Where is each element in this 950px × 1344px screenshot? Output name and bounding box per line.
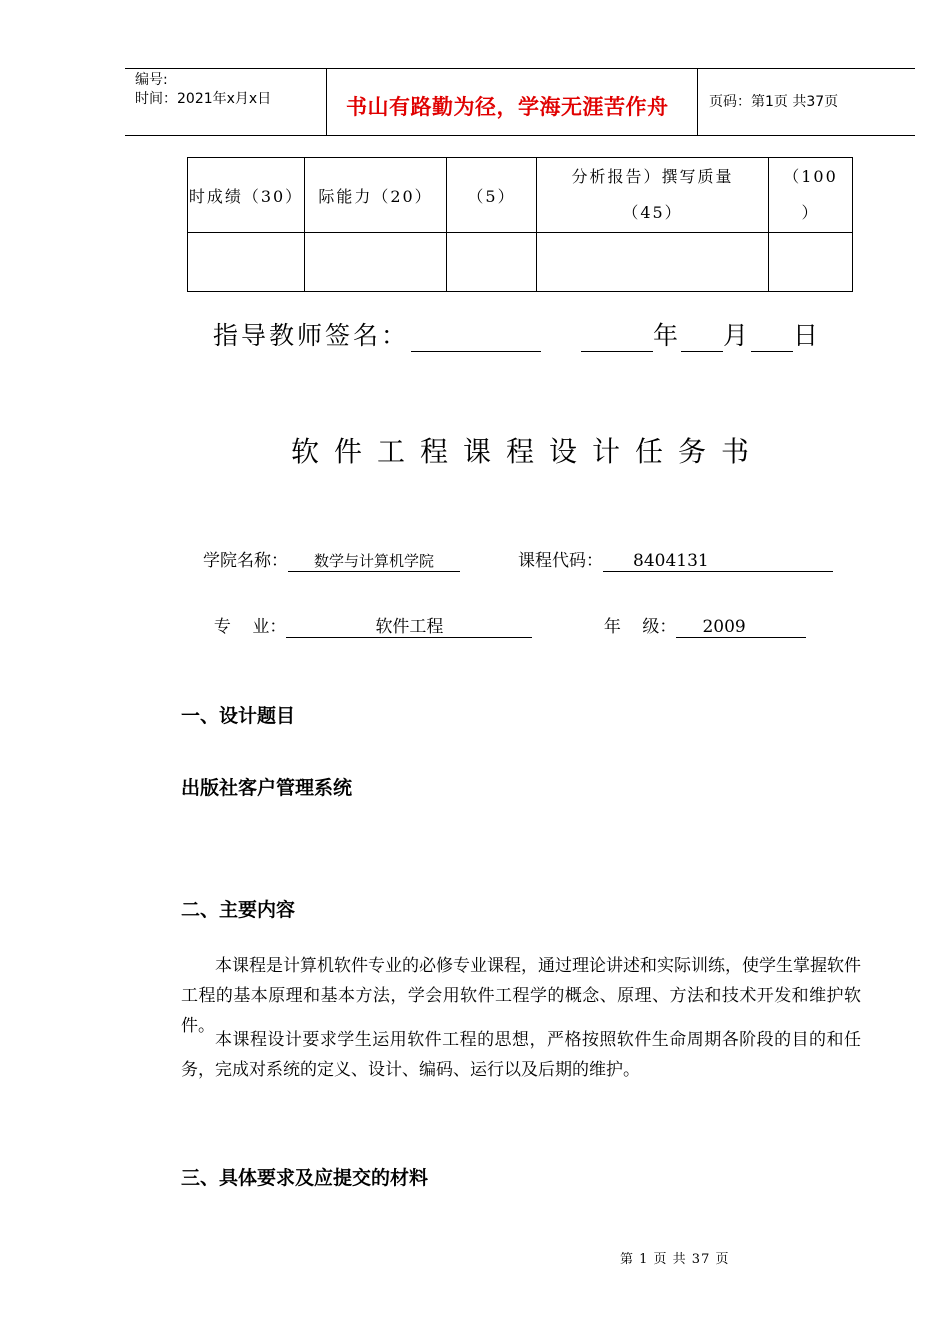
score-table: [187, 157, 853, 292]
grade-label: 年 级：: [603, 617, 677, 637]
year-label: 年: [653, 321, 682, 350]
table-cell: [537, 158, 769, 233]
table-header-cell: ）: [801, 203, 820, 222]
table-cell: [305, 158, 447, 233]
section-2-heading: 二、主要内容: [181, 899, 296, 921]
table-header-cell: （45）: [622, 203, 683, 222]
table-cell: [188, 158, 305, 233]
header-motto: 书山有路勤为径，学海无涯苦作舟: [346, 95, 669, 119]
header-page-info: 页码：第1页 共37页: [709, 94, 839, 110]
header-number-label: 编号:: [135, 72, 168, 88]
month-label: 月: [723, 321, 752, 350]
section-2-paragraph-2: 本课程设计要求学生运用软件工程的思想，严格按照软件生命周期各阶段的目的和任务，完成对系统的定义、设计、编码、运行以及后期的维护。: [181, 1030, 861, 1080]
document-title: 软件工程课程设计任务书: [291, 435, 765, 468]
header-divider-right: [697, 68, 698, 136]
section-1-heading: 一、设计题目: [181, 705, 296, 727]
day-blank[interactable]: [751, 327, 793, 352]
table-cell[interactable]: [305, 233, 447, 292]
course-code-row: [518, 546, 833, 572]
header-top-rule: [125, 68, 915, 69]
table-header-cell: 分析报告）撰写质量: [571, 167, 734, 186]
signature-blank[interactable]: [411, 327, 541, 352]
table-header-cell: （100: [783, 167, 838, 186]
signature-label: 指导教师签名：: [213, 321, 410, 350]
table-row: [188, 233, 853, 292]
table-cell[interactable]: [537, 233, 769, 292]
section-1-body: 出版社客户管理系统: [181, 777, 353, 799]
table-cell[interactable]: [188, 233, 305, 292]
header-bottom-rule: [125, 135, 915, 136]
major-label: 专 业：: [213, 617, 287, 637]
table-header-cell: 时成绩（30）: [188, 186, 304, 206]
grade-row: [593, 592, 806, 638]
header-time-label: 时间：2021年x月x日: [135, 91, 272, 107]
table-cell: [769, 158, 853, 233]
grade-value: 2009: [676, 617, 806, 638]
day-label: 日: [793, 321, 822, 350]
college-value: 数学与计算机学院: [288, 550, 460, 572]
year-blank[interactable]: [581, 327, 653, 352]
page-footer: 第 1 页 共 37 页: [620, 1252, 730, 1267]
college-label: 学院名称：: [203, 551, 288, 571]
header-divider-left: [326, 68, 327, 136]
course-code-value: 8404131: [603, 551, 833, 572]
section-3-heading: 三、具体要求及应提交的材料: [181, 1167, 429, 1189]
table-row: [188, 158, 853, 233]
major-row: [203, 592, 532, 638]
table-cell[interactable]: [769, 233, 853, 292]
table-header-cell: （5）: [467, 186, 516, 206]
table-header-cell: 际能力（20）: [318, 186, 433, 206]
table-cell: [447, 158, 537, 233]
course-code-label: 课程代码：: [518, 551, 603, 571]
month-blank[interactable]: [681, 327, 723, 352]
major-value: 软件工程: [286, 612, 532, 638]
college-row: [203, 546, 460, 572]
section-2-paragraph-1: 本课程是计算机软件专业的必修专业课程，通过理论讲述和实际训练，使学生掌握软件工程的基本原理和基本方法，学会用软件工程学的概念、原理、方法和技术开发和维护软件。: [181, 956, 861, 1036]
table-cell[interactable]: [447, 233, 537, 292]
signature-line: [213, 316, 821, 352]
